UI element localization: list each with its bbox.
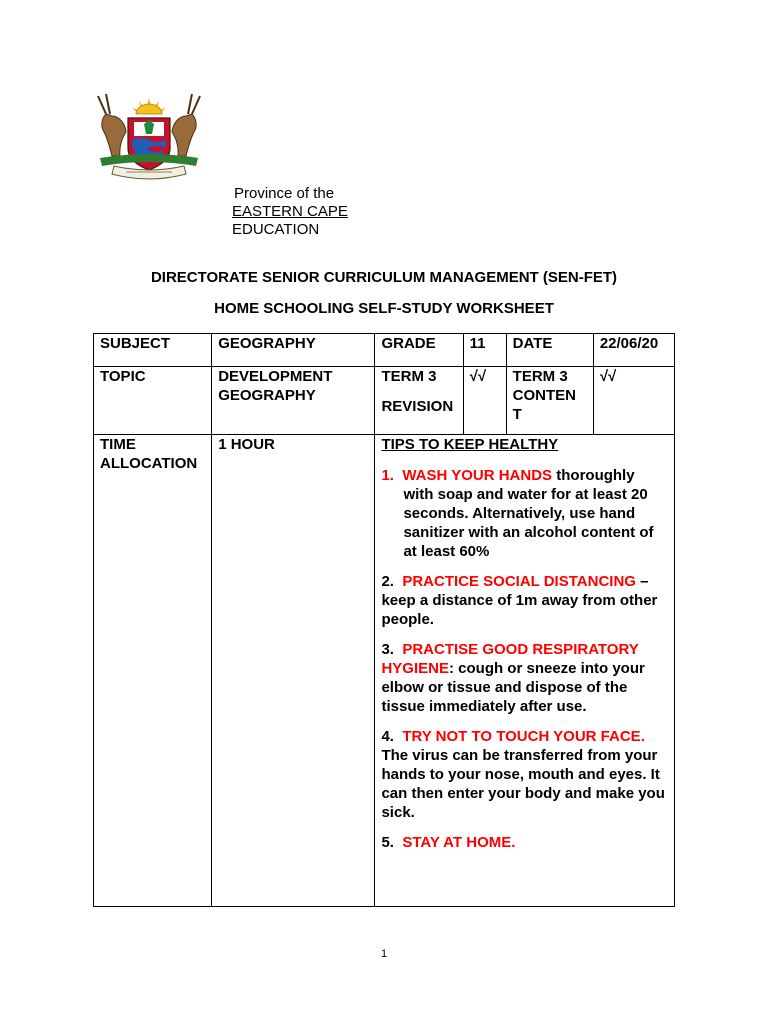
date-value: 22/06/20 xyxy=(593,334,674,367)
tip-highlight: TRY NOT TO TOUCH YOUR FACE. xyxy=(402,728,645,745)
content-check: √√ xyxy=(593,367,674,435)
table-row xyxy=(94,435,675,907)
tip-number: 5. xyxy=(381,834,394,851)
tip-item xyxy=(381,640,668,716)
tip-highlight: PRACTISE GOOD RESPIRATORY HYGIENE xyxy=(381,641,639,677)
date-label: DATE xyxy=(506,334,593,367)
term-label: TERM 3 xyxy=(381,368,437,385)
tip-text: – keep a distance of 1m away from other people. xyxy=(381,573,658,628)
grade-label: GRADE xyxy=(375,334,463,367)
subject-value: GEOGRAPHY xyxy=(212,334,375,367)
time-label-line: TIME xyxy=(100,436,136,453)
tip-item xyxy=(381,466,668,561)
term-content-line: TERM 3 xyxy=(512,368,568,385)
coat-of-arms-icon xyxy=(92,92,206,184)
worksheet-title: HOME SCHOOLING SELF-STUDY WORKSHEET xyxy=(214,300,554,317)
tips-cell xyxy=(375,435,675,907)
term-content-label xyxy=(506,367,593,435)
table-row xyxy=(94,367,675,435)
tip-number: 2. xyxy=(381,573,394,590)
topic-label: TOPIC xyxy=(94,367,212,435)
topic-value-line: GEOGRAPHY xyxy=(218,387,316,404)
tip-text: thoroughly with soap and water for at least 20 seconds. Alternatively, use hand sanitizer with an alcohol content of at least 60% xyxy=(403,467,654,560)
province-name: EASTERN CAPE xyxy=(232,203,348,220)
tip-item xyxy=(381,572,668,629)
term-cell xyxy=(375,367,463,435)
tip-item xyxy=(381,727,668,822)
directorate-title: DIRECTORATE SENIOR CURRICULUM MANAGEMENT (SEN-FET) xyxy=(150,269,618,286)
tip-highlight: PRACTICE SOCIAL DISTANCING xyxy=(402,573,636,590)
province-line: Province of the xyxy=(234,185,335,202)
table-row xyxy=(94,334,675,367)
subject-label: SUBJECT xyxy=(94,334,212,367)
tip-number: 4. xyxy=(381,728,394,745)
tip-text: The virus can be transferred from your hands to your nose, mouth and eyes. It can then enter your body and make you sick. xyxy=(381,747,665,821)
topic-value xyxy=(212,367,375,435)
tips-heading: TIPS TO KEEP HEALTHY xyxy=(381,436,559,453)
department-name: EDUCATION xyxy=(232,221,320,238)
time-label xyxy=(94,435,212,907)
page-number: 1 xyxy=(380,948,388,960)
tip-number: 3. xyxy=(381,641,394,658)
province-block xyxy=(232,185,348,239)
topic-value-line: DEVELOPMENT xyxy=(218,368,333,385)
worksheet-table xyxy=(93,333,675,907)
term-check: √√ xyxy=(463,367,506,435)
time-label-line: ALLOCATION xyxy=(100,455,198,472)
term-content-line: CONTEN xyxy=(512,387,577,404)
tip-text: : cough or sneeze into your elbow or tissue and dispose of the tissue immediately after use. xyxy=(381,660,645,715)
revision-label: REVISION xyxy=(381,398,454,415)
tip-number: 1. xyxy=(381,467,394,484)
tip-highlight: STAY AT HOME. xyxy=(402,834,516,851)
tip-highlight: WASH YOUR HANDS xyxy=(402,467,553,484)
time-value: 1 HOUR xyxy=(212,435,375,907)
tip-item xyxy=(381,833,668,852)
term-content-line: T xyxy=(512,406,522,423)
grade-value: 11 xyxy=(463,334,506,367)
